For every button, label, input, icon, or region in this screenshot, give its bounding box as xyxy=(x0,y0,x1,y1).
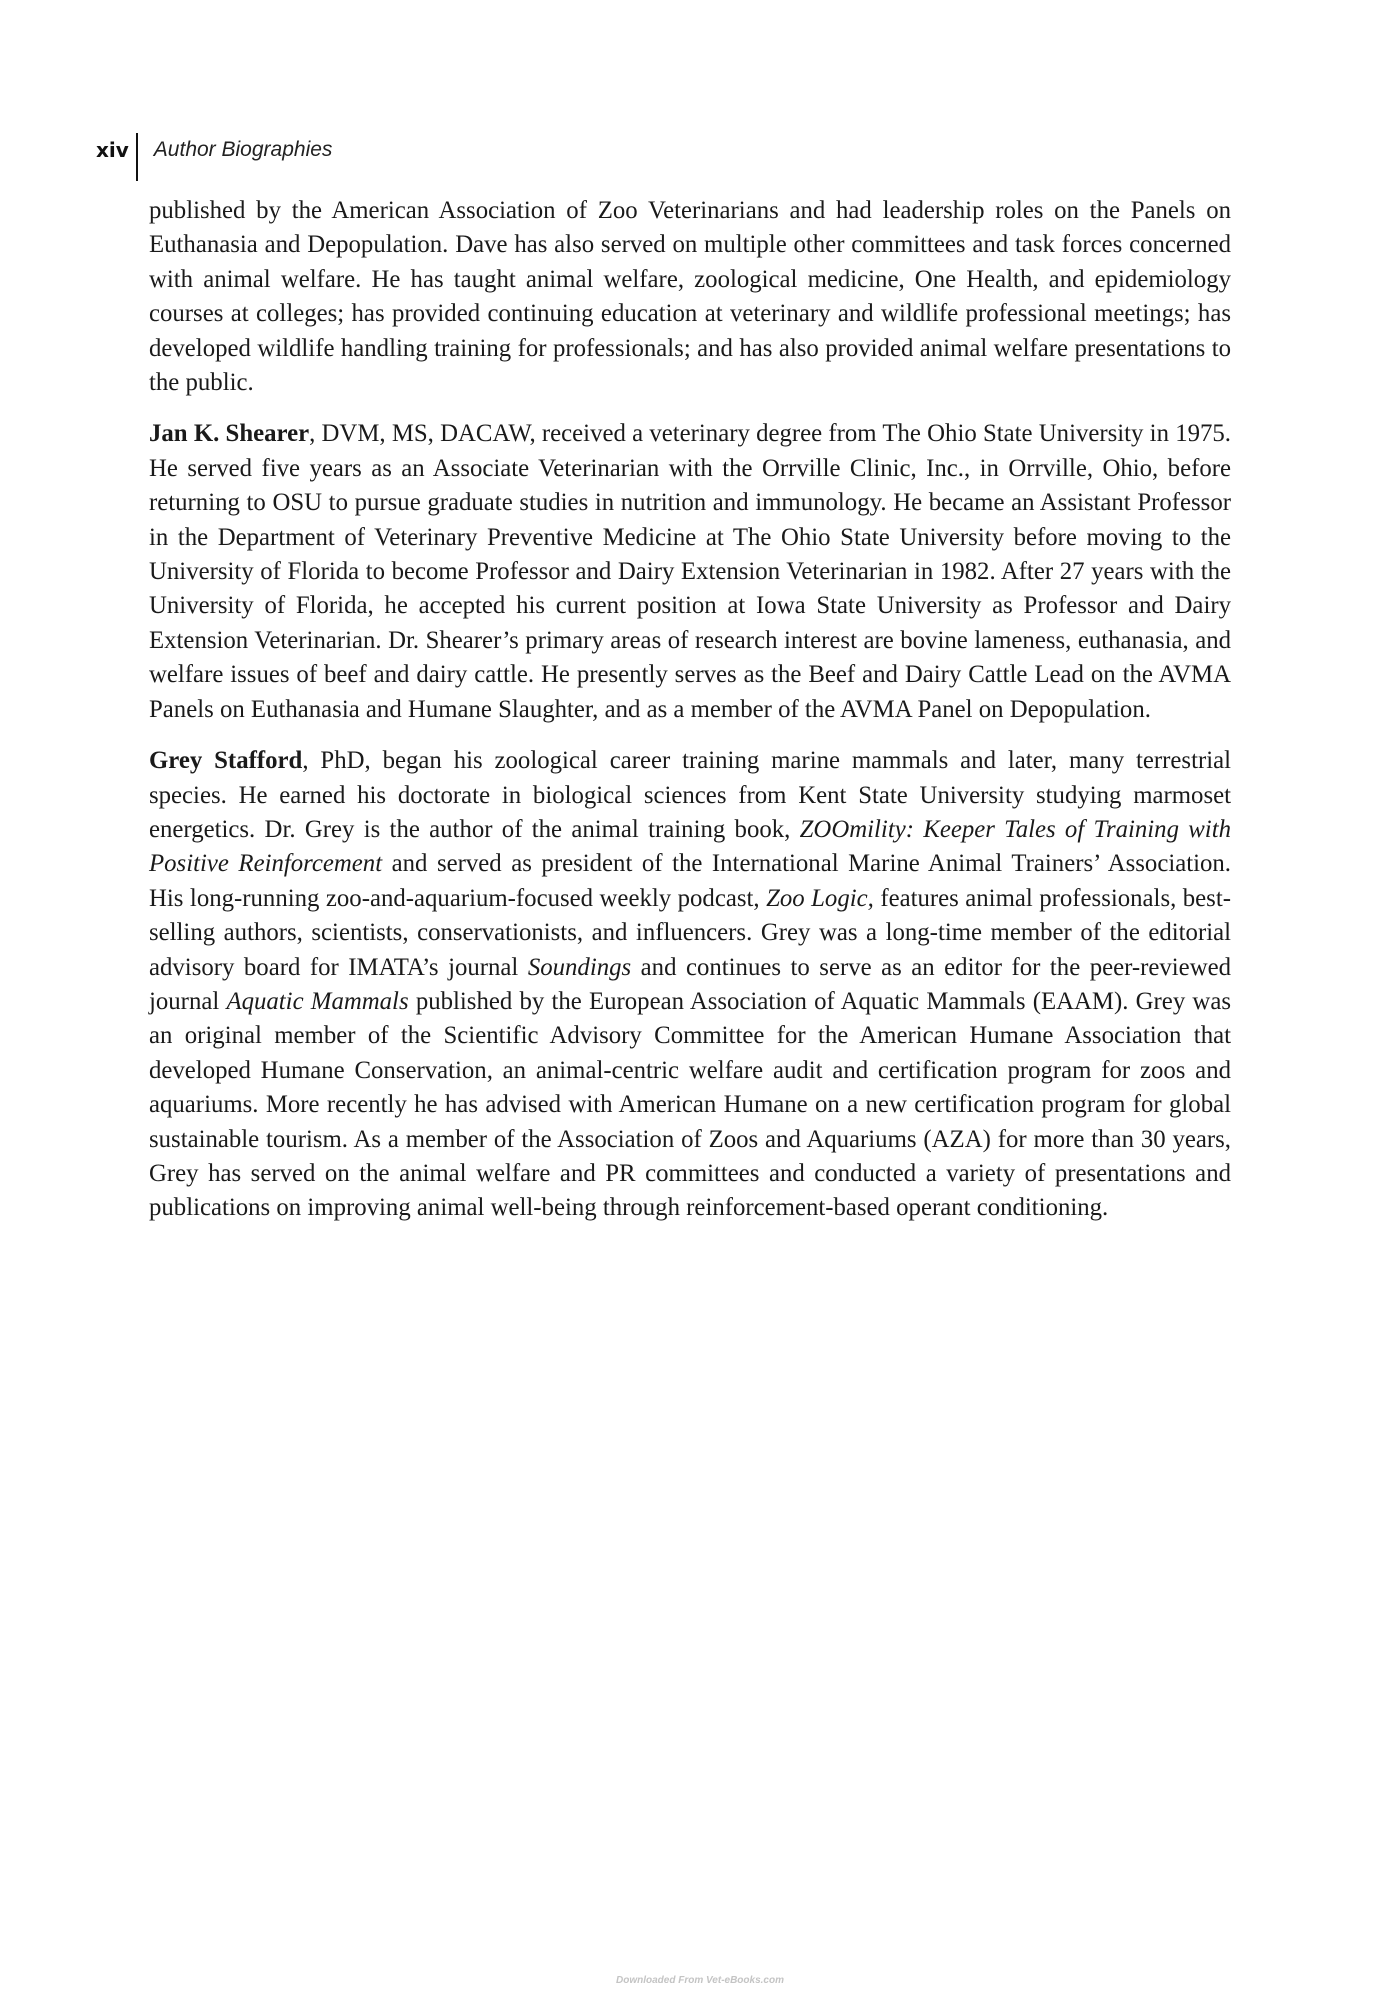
body-text xyxy=(149,194,1231,1243)
paragraph-text: features animal professionals, best-selling authors, scientists, conservationists, and influencers. Grey was a long-time member of the editorial advisory board for IMATA’s journal xyxy=(149,884,1231,981)
author-name: Jan K. Shearer xyxy=(149,420,310,448)
journal-title: Soundings xyxy=(527,953,632,981)
podcast-title: Zoo Logic, xyxy=(766,884,874,912)
page-number: xiv xyxy=(96,138,129,162)
author-name: Grey Stafford xyxy=(149,747,303,775)
footer-watermark: Downloaded From Vet-eBooks.com xyxy=(616,1975,784,1986)
running-head xyxy=(96,133,332,181)
paragraph-text: , DVM, MS, DACAW, received a veterinary degree from The Ohio State University in 1975. He served five years as an Associate Veterinarian with the Orrville Clinic, Inc., in Orrville, Ohio, before returning to OSU to pursue graduate studies in nutrition and immunology. He became an Assistant Professor in the Department of Veterinary Preventive Medicine at The Ohio State University before moving to the University of Florida to become Professor and Dairy Extension Veterinarian in 1982. After 27 years with the University of Florida, he accepted his current position at Iowa State University as Professor and Dairy Extension Veterinarian. Dr. Shearer’s primary areas of research interest are bovine lameness, euthanasia, and welfare issues of beef and dairy cattle. He presently serves as the Beef and Dairy Cattle Lead on the AVMA Panels on Euthanasia and Humane Slaughter, and as a member of the AVMA Panel on Depopulation. xyxy=(149,420,1231,723)
running-head-title: Author Biographies xyxy=(153,138,333,161)
paragraph-bio-stafford xyxy=(149,744,1231,1226)
journal-title: Aquatic Mammals xyxy=(226,987,409,1015)
paragraph-text: , PhD, began his zoological career training marine mammals and later, many terrestrial species. He earned his doctorate in biological sciences from Kent State University studying marmoset energetics. Dr. Grey is the author of the animal training book, xyxy=(149,747,1232,843)
paragraph-text: published by the European Association of Aquatic Mammals (EAAM). Grey was an original member of the Scientific Advisory Committee for the American Humane Association that developed Humane Conservation, an animal-centric welfare audit and certification program for zoos and aquariums. More recently he has advised with American Humane on a new certification program for global sustainable tourism. As a member of the Association of Zoos and Aquariums (AZA) for more than 30 years, Grey has served on the animal welfare and PR committees and conducted a variety of presentations and publications on improving animal well-being through reinforcement-based operant conditioning. xyxy=(149,987,1231,1222)
paragraph-bio-shearer xyxy=(149,417,1231,727)
paragraph-text: and continues to serve as an editor for the peer-reviewed journal xyxy=(149,953,1232,1015)
book-title: ZOOmility: Keeper Tales of Training with Positive Reinforcement xyxy=(149,815,1231,878)
paragraph-text: published by the American Association of Zoo Veterinarians and had leadership roles on the Panels on Euthanasia and Depopulation. Dave has also served on multiple other committees and task forces concerned with animal welfare. He has taught animal welfare, zoological medicine, One Health, and epidemiology courses at colleges; has provided continuing education at veterinary and wildlife professional meetings; has developed wildlife handling training for professionals; and has also provided animal welfare presentations to the public. xyxy=(149,197,1231,397)
paragraph-text: and served as president of the International Marine Animal Trainers’ Association. His long-running zoo-and-aquarium-focused weekly podcast, xyxy=(149,850,1231,912)
paragraph-continued-bio xyxy=(149,194,1231,400)
